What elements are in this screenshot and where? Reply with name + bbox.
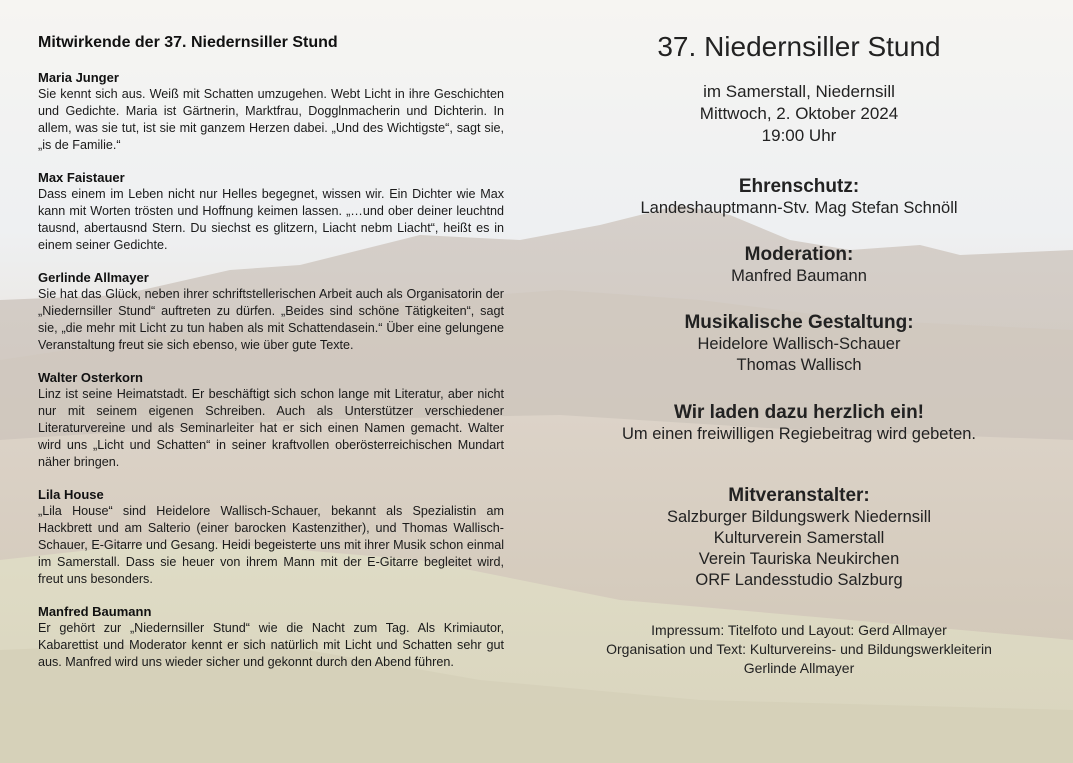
contributor-text: Dass einem im Leben nicht nur Helles begegnet, wissen wir. Ein Dichter wie Max kann mit Worten trösten und Hoffnung keimen lassen. „…und ober deiner leuchtnd tausnd, abertausnd Stern. Du siechst es glitzern, Liacht nebm Liacht“, heißt es in einem seiner Gedichte. (38, 187, 504, 252)
invite-section (578, 402, 1020, 445)
musik-name: Thomas Wallisch (736, 356, 862, 374)
contributor-text: Er gehört zur „Niedernsiller Stund“ wie die Nacht zum Tag. Als Krimiautor, Kabarettist und Moderator kennt er sich natürlich mit Licht und Schatten sehr gut aus. Manfred wird uns wieder sicher und gekonnt durch den Abend führen. (38, 621, 504, 669)
contributor-block (38, 69, 504, 154)
impressum-section (578, 621, 1020, 678)
impressum-line: Organisation und Text: Kulturvereins- und Bildungswerkleiterin (606, 641, 992, 657)
musik-section (578, 312, 1020, 376)
impressum-line: Gerlinde Allmayer (743, 660, 855, 676)
invite-line: Um einen freiwilligen Regiebeitrag wird gebeten. (621, 425, 977, 443)
contributor-text: Sie kennt sich aus. Weiß mit Schatten umzugehen. Webt Licht in ihre Geschichten und Gedichte. Maria ist Gärtnerin, Marktfrau, Dogglnmacherin und Dichterin. In allem, was sie tut, ist sie mit ganzem Herzen dabei. „Und des Wichtigste“, sagt sie, „is de Familie.“ (38, 87, 504, 152)
mitveranstalter-item: Verein Tauriska Neukirchen (698, 550, 900, 568)
musik-heading: Musikalische Gestaltung: (684, 312, 914, 333)
contributor-text: Linz ist seine Heimatstadt. Er beschäftigt sich schon lange mit Literatur, aber nicht nur mit seinem eigenen Schreiben. Auch als Unterstützer verschiedener Literaturvereine und als Seminarleiter hat er sich einen Namen gemacht. Walter wird uns „Licht und Schatten“ in seiner kraftvollen oberösterreichischen Mundart näher bringen. (38, 387, 504, 469)
ehrenschutz-name: Landeshauptmann-Stv. Mag Stefan Schnöll (640, 199, 958, 217)
event-info (578, 81, 1020, 147)
mitveranstalter-section (578, 485, 1020, 591)
event-column (578, 30, 1020, 678)
mitveranstalter-item: Kulturverein Samerstall (713, 529, 885, 547)
musik-name: Heidelore Wallisch-Schauer (697, 335, 901, 353)
contributor-name: Walter Osterkorn (38, 370, 143, 385)
mitveranstalter-item: Salzburger Bildungswerk Niedernsill (666, 508, 932, 526)
contributor-text: „Lila House“ sind Heidelore Wallisch-Schauer, bekannt als Spezialistin am Hackbrett und am Salterio (einer barocken Kastenzither), und Thomas Wallisch-Schauer, E-Gitarre und Gesang. Heidi begeisterte uns mit ihrer Musik schon einmal im Samerstall. Dass sie heuer von ihrem Mann mit der E-Gitarre begleitet wird, freut uns besonders. (38, 504, 504, 586)
contributor-name: Manfred Baumann (38, 604, 152, 619)
mitveranstalter-item: ORF Landesstudio Salzburg (695, 571, 903, 589)
ehrenschutz-section (578, 176, 1020, 219)
contributors-title: Mitwirkende der 37. Niedernsiller Stund (38, 34, 338, 51)
event-time: 19:00 Uhr (761, 126, 837, 145)
contributor-block (38, 369, 504, 471)
moderation-section (578, 244, 1020, 287)
contributor-text: Sie hat das Glück, neben ihrer schriftstellerischen Arbeit auch als Organisatorin der „Niedernsiller Stund“ auftreten zu dürfen. „Beides sind schöne Tätigkeiten“, sagt sie, „die mehr mit Licht zu tun haben als mit Schattendasein.“ Über eine gelungene Veranstaltung freut sie sich ebenso, wie über gute Texte. (38, 287, 504, 352)
contributors-column (38, 34, 504, 686)
moderation-heading: Moderation: (744, 244, 854, 265)
event-date: Mittwoch, 2. Oktober 2024 (699, 104, 899, 123)
mitveranstalter-heading: Mitveranstalter: (728, 485, 870, 506)
contributor-name: Lila House (38, 487, 104, 502)
event-title: 37. Niedernsiller Stund (657, 31, 941, 62)
contributor-name: Gerlinde Allmayer (38, 270, 149, 285)
contributor-name: Maria Junger (38, 70, 119, 85)
ehrenschutz-heading: Ehrenschutz: (738, 176, 860, 197)
event-venue: im Samerstall, Niedernsill (703, 82, 895, 101)
contributor-block (38, 269, 504, 354)
contributor-block (38, 603, 504, 671)
impressum-line: Impressum: Titelfoto und Layout: Gerd Allmayer (651, 622, 947, 638)
contributor-block (38, 486, 504, 588)
invite-heading: Wir laden dazu herzlich ein! (673, 402, 925, 423)
contributor-block (38, 169, 504, 254)
contributor-name: Max Faistauer (38, 170, 125, 185)
moderation-name: Manfred Baumann (731, 267, 867, 285)
